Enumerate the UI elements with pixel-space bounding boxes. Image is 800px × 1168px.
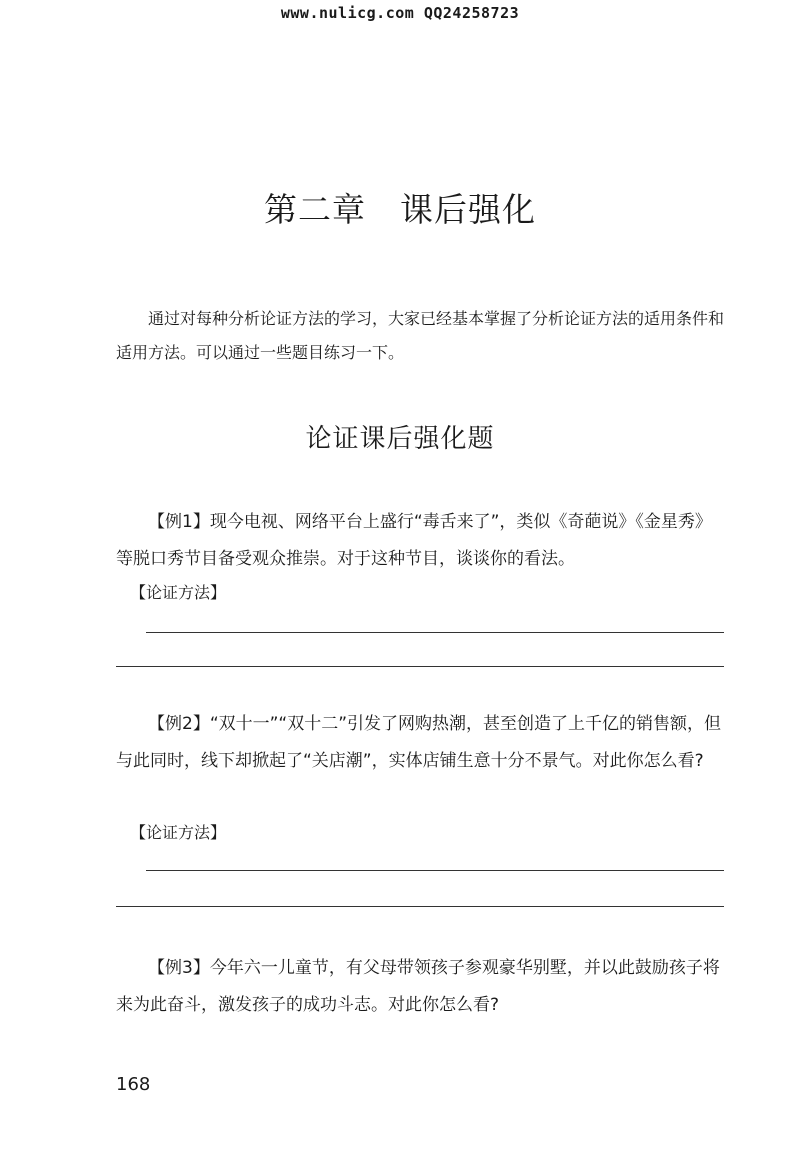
example-2-text: 【例2】“双十一”“双十二”引发了网购热潮，甚至创造了上千亿的销售额，但与此同时，线下却掀起了“关店潮”，实体店铺生意十分不景气。对此你怎么看? <box>116 714 722 771</box>
section-title: 论证课后强化题 <box>305 424 495 454</box>
page-number: 168 <box>116 1074 151 1095</box>
example-1-answer-line-2 <box>116 666 724 667</box>
page-header-watermark: www.nulicg.com QQ24258723 <box>280 4 520 22</box>
example-1-answer-line-1 <box>146 632 724 633</box>
example-3-text: 【例3】今年六一儿童节，有父母带领孩子参观豪华别墅，并以此鼓励孩子将来为此奋斗，激发孩子的成功斗志。对此你怎么看? <box>116 958 720 1015</box>
example-2-answer-line-2 <box>116 906 724 907</box>
example-1-method-label: 【论证方法】 <box>130 583 227 602</box>
intro-paragraph: 通过对每种分析论证方法的学习，大家已经基本掌握了分析论证方法的适用条件和适用方法。可以通过一些题目练习一下。 <box>116 309 725 362</box>
example-2-method-label: 【论证方法】 <box>130 823 227 842</box>
example-2-answer-line-1 <box>146 870 724 871</box>
example-1-text: 【例1】现今电视、网络平台上盛行“毒舌来了”，类似《奇葩说》《金星秀》等脱口秀节目备受观众推崇。对于这种节目，谈谈你的看法。 <box>116 512 712 569</box>
chapter-title: 第二章 课后强化 <box>264 190 536 229</box>
